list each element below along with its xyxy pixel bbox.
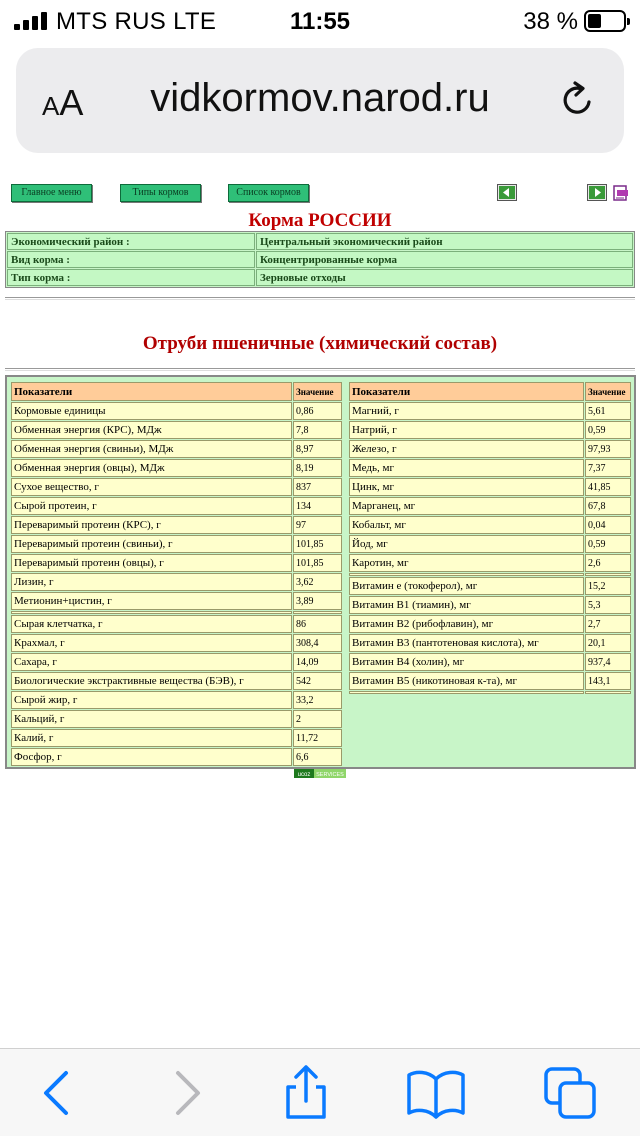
right-composition-table (348, 381, 632, 695)
table-row (11, 497, 342, 515)
indicator-name: Витамин В4 (холин), мг (349, 653, 584, 671)
indicator-value: 3,62 (293, 573, 342, 591)
nav-print-icon[interactable] (612, 184, 630, 202)
indicator-value: 11,72 (293, 729, 342, 747)
table-row (11, 592, 342, 610)
group-separator (349, 691, 631, 694)
indicator-name: Витамин е (токоферол), мг (349, 577, 584, 595)
indicator-value: 837 (293, 478, 342, 496)
indicator-value: 2 (293, 710, 342, 728)
indicator-name: Витамин В1 (тиамин), мг (349, 596, 584, 614)
table-row (349, 634, 631, 652)
indicator-name: Железо, г (349, 440, 584, 458)
indicator-value: 7,8 (293, 421, 342, 439)
indicator-value: 15,2 (585, 577, 631, 595)
page-title: Корма РОССИИ (248, 210, 392, 231)
back-icon[interactable] (28, 1065, 88, 1121)
tabs-icon[interactable] (540, 1065, 600, 1121)
table-row (11, 421, 342, 439)
table-row (349, 672, 631, 690)
column-header-name: Показатели (349, 382, 584, 401)
table-row (11, 691, 342, 709)
battery-percent: 38 % (523, 8, 578, 35)
indicator-value: 8,19 (293, 459, 342, 477)
info-label: Экономический район : (7, 233, 255, 250)
divider (5, 368, 635, 371)
column-header-value: Значение (585, 382, 631, 401)
indicator-name: Магний, г (349, 402, 584, 420)
indicator-name: Метионин+цистин, г (11, 592, 292, 610)
indicator-name: Крахмал, г (11, 634, 292, 652)
table-row (11, 459, 342, 477)
indicator-name: Переваримый протеин (КРС), г (11, 516, 292, 534)
indicator-value: 937,4 (585, 653, 631, 671)
nav-forward-icon[interactable] (587, 184, 607, 201)
svg-text:SERVICES: SERVICES (316, 772, 344, 778)
info-value: Центральный экономический район (256, 233, 633, 250)
info-row (7, 251, 633, 268)
indicator-name: Обменная энергия (овцы), МДж (11, 459, 292, 477)
table-row (11, 729, 342, 747)
indicator-name: Сахара, г (11, 653, 292, 671)
table-row (11, 615, 342, 633)
status-time: 11:55 (289, 8, 351, 35)
table-row (11, 554, 342, 572)
indicator-value: 14,09 (293, 653, 342, 671)
indicator-name: Цинк, мг (349, 478, 584, 496)
bookmarks-icon[interactable] (406, 1065, 466, 1121)
indicator-value: 67,8 (585, 497, 631, 515)
indicator-name: Витамин В3 (пантотеновая кислота), мг (349, 634, 584, 652)
info-label: Вид корма : (7, 251, 255, 268)
table-row (349, 478, 631, 496)
column-header-value: Значение (293, 382, 342, 401)
table-row (349, 421, 631, 439)
indicator-name: Йод, мг (349, 535, 584, 553)
table-row (11, 710, 342, 728)
table-row (349, 497, 631, 515)
indicator-value: 2,7 (585, 615, 631, 633)
indicator-value: 3,89 (293, 592, 342, 610)
table-row (349, 653, 631, 671)
table-row (11, 478, 342, 496)
indicator-value: 101,85 (293, 535, 342, 553)
indicator-name: Обменная энергия (свиньи), МДж (11, 440, 292, 458)
info-value: Зерновые отходы (256, 269, 633, 286)
indicator-value: 97 (293, 516, 342, 534)
table-row (349, 535, 631, 553)
info-label: Тип корма : (7, 269, 255, 286)
indicator-name: Переваримый протеин (овцы), г (11, 554, 292, 572)
indicator-name: Сырой протеин, г (11, 497, 292, 515)
table-row (11, 634, 342, 652)
info-row (7, 233, 633, 250)
table-row (11, 440, 342, 458)
table-row (349, 440, 631, 458)
indicator-value: 0,59 (585, 421, 631, 439)
nav-back-icon[interactable] (497, 184, 517, 201)
left-composition-table (10, 381, 343, 767)
indicator-name: Витамин В2 (рибофлавин), мг (349, 615, 584, 633)
indicator-name: Сухое вещество, г (11, 478, 292, 496)
table-row (11, 516, 342, 534)
indicator-name: Марганец, мг (349, 497, 584, 515)
reader-settings-button[interactable]: AA (42, 82, 84, 123)
indicator-value: 7,37 (585, 459, 631, 477)
feed-subtitle: Отруби пшеничные (химический состав) (142, 333, 498, 354)
table-row (349, 516, 631, 534)
table-row (11, 748, 342, 766)
indicator-value: 0,59 (585, 535, 631, 553)
indicator-value: 8,97 (293, 440, 342, 458)
column-header-name: Показатели (11, 382, 292, 401)
indicator-name: Обменная энергия (КРС), МДж (11, 421, 292, 439)
indicator-value: 6,6 (293, 748, 342, 766)
indicator-name: Переваримый протеин (свиньи), г (11, 535, 292, 553)
table-row (349, 459, 631, 477)
status-bar (0, 0, 640, 44)
table-row (349, 596, 631, 614)
feed-list-button[interactable]: Список кормов (228, 184, 309, 202)
address-bar[interactable] (16, 48, 624, 153)
indicator-name: Фосфор, г (11, 748, 292, 766)
indicator-name: Лизин, г (11, 573, 292, 591)
indicator-value: 2,6 (585, 554, 631, 572)
reload-icon[interactable] (556, 78, 600, 122)
indicator-value: 41,85 (585, 478, 631, 496)
table-row (349, 554, 631, 572)
indicator-name: Биологические экстрактивные вещества (БЭВ), г (11, 672, 292, 690)
battery-icon (584, 10, 626, 32)
feed-types-button[interactable]: Типы кормов (120, 184, 201, 202)
table-row (11, 402, 342, 420)
feed-info-table (5, 231, 635, 288)
table-row (349, 615, 631, 633)
main-menu-button[interactable]: Главное меню (11, 184, 92, 202)
svg-text:ucoz: ucoz (297, 772, 311, 778)
indicator-value: 20,1 (585, 634, 631, 652)
indicator-value: 86 (293, 615, 342, 633)
info-row (7, 269, 633, 286)
indicator-name: Сырая клетчатка, г (11, 615, 292, 633)
group-separator (11, 611, 342, 614)
indicator-name: Медь, мг (349, 459, 584, 477)
info-value: Концентрированные корма (256, 251, 633, 268)
indicator-value: 308,4 (293, 634, 342, 652)
indicator-value: 542 (293, 672, 342, 690)
indicator-name: Каротин, мг (349, 554, 584, 572)
indicator-value: 5,3 (585, 596, 631, 614)
indicator-value: 0,86 (293, 402, 342, 420)
carrier-label: MTS RUS LTE (56, 8, 217, 35)
indicator-value: 33,2 (293, 691, 342, 709)
indicator-name: Кормовые единицы (11, 402, 292, 420)
table-row (11, 672, 342, 690)
indicator-name: Калий, г (11, 729, 292, 747)
indicator-value: 101,85 (293, 554, 342, 572)
composition-panel (5, 375, 636, 769)
indicator-value: 5,61 (585, 402, 631, 420)
ucoz-counter-badge[interactable] (294, 769, 346, 778)
table-row (11, 573, 342, 591)
indicator-name: Кальций, г (11, 710, 292, 728)
indicator-name: Натрий, г (349, 421, 584, 439)
url-text[interactable]: vidkormov.narod.ru (150, 76, 490, 120)
table-row (11, 653, 342, 671)
table-row (11, 535, 342, 553)
indicator-value: 97,93 (585, 440, 631, 458)
indicator-name: Сырой жир, г (11, 691, 292, 709)
group-separator (349, 573, 631, 576)
indicator-value: 0,04 (585, 516, 631, 534)
indicator-value: 134 (293, 497, 342, 515)
browser-toolbar (0, 1048, 640, 1136)
share-icon[interactable] (276, 1065, 336, 1121)
divider (5, 297, 635, 300)
indicator-value: 143,1 (585, 672, 631, 690)
table-row (349, 402, 631, 420)
indicator-name: Витамин В5 (никотиновая к-та), мг (349, 672, 584, 690)
table-row (349, 577, 631, 595)
indicator-name: Кобальт, мг (349, 516, 584, 534)
forward-icon[interactable] (156, 1065, 216, 1121)
